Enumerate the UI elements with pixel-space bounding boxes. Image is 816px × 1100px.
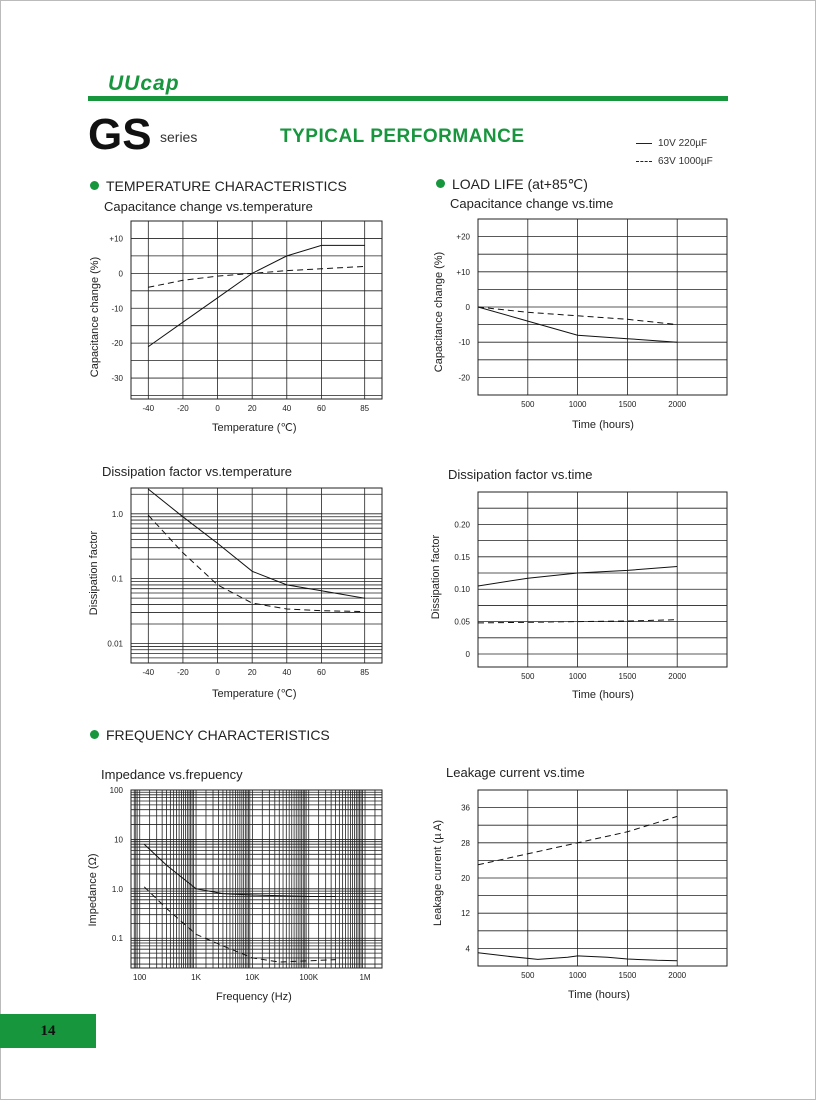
ytick-label-df-temp: 1.0 xyxy=(111,509,123,519)
series-solid-cap-temp xyxy=(148,245,364,346)
page-number: 14 xyxy=(40,1023,56,1039)
ylabel-leak-time: Leakage current (µ A) xyxy=(432,820,444,927)
section-load-life-label: LOAD LIFE (at+85℃) xyxy=(452,176,588,192)
page-title: TYPICAL PERFORMANCE xyxy=(280,126,525,147)
ytick-label-leak-time: 12 xyxy=(461,909,470,919)
xtick-label-df-temp: 20 xyxy=(247,668,257,677)
ytick-label-leak-time: 36 xyxy=(461,803,470,813)
ytick-label-df-time: 0.20 xyxy=(454,520,470,530)
ytick-label-cap-time: 0 xyxy=(465,303,470,312)
ytick-label-imp-freq: 1.0 xyxy=(111,884,123,894)
xtick-label-cap-temp: 20 xyxy=(247,404,257,413)
xtick-label-df-time: 1500 xyxy=(618,672,637,681)
xtick-label-cap-time: 500 xyxy=(521,400,535,409)
series-code: GS xyxy=(88,110,152,159)
ytick-label-df-time: 0 xyxy=(465,650,470,660)
ylabel-cap-temp: Capacitance change (%) xyxy=(89,256,101,378)
legend-label-dashed: 63V 1000µF xyxy=(658,156,713,167)
xtick-label-df-temp: 60 xyxy=(316,668,326,677)
chart-title-cap-time: Capacitance change vs.time xyxy=(450,196,614,211)
series-dashed-cap-temp xyxy=(148,266,364,287)
chart-title-df-temp: Dissipation factor vs.temperature xyxy=(102,464,293,479)
xtick-label-leak-time: 500 xyxy=(521,971,535,980)
xtick-label-cap-time: 2000 xyxy=(668,400,687,409)
xtick-label-cap-temp: -40 xyxy=(142,404,155,413)
ytick-label-imp-freq: 10 xyxy=(114,835,123,845)
xtick-label-leak-time: 1500 xyxy=(618,971,637,980)
xtick-label-imp-freq: 1K xyxy=(191,973,201,982)
chart-title-imp-freq: Impedance vs.frepuency xyxy=(101,767,243,782)
xtick-label-cap-temp: 0 xyxy=(215,404,220,413)
ytick-label-leak-time: 4 xyxy=(465,944,470,954)
series-label: series xyxy=(160,129,198,145)
ylabel-imp-freq: Impedance (Ω) xyxy=(87,853,99,927)
section-temperature-label: TEMPERATURE CHARACTERISTICS xyxy=(106,178,347,194)
xtick-label-cap-time: 1000 xyxy=(568,400,587,409)
section-frequency-label: FREQUENCY CHARACTERISTICS xyxy=(106,727,330,743)
xtick-label-df-temp: -20 xyxy=(177,668,189,677)
ytick-label-cap-time: +10 xyxy=(456,267,470,277)
xlabel-cap-time: Time (hours) xyxy=(572,419,634,431)
ytick-label-cap-time: -20 xyxy=(458,373,470,383)
ytick-label-imp-freq: 0.1 xyxy=(111,934,123,944)
ytick-label-cap-temp: +10 xyxy=(109,234,123,244)
xlabel-cap-temp: Temperature (℃) xyxy=(212,422,297,434)
xtick-label-df-temp: 85 xyxy=(360,668,370,677)
xtick-label-leak-time: 1000 xyxy=(568,971,587,980)
chart-title-df-time: Dissipation factor vs.time xyxy=(448,467,593,482)
xtick-label-df-temp: 0 xyxy=(215,668,220,677)
xtick-label-cap-temp: 40 xyxy=(282,404,292,413)
xlabel-leak-time: Time (hours) xyxy=(568,989,630,1001)
xtick-label-imp-freq: 100K xyxy=(299,973,319,982)
xtick-label-df-time: 1000 xyxy=(568,672,587,681)
xtick-label-imp-freq: 1M xyxy=(359,973,371,982)
xtick-label-imp-freq: 100 xyxy=(133,973,147,982)
plot-frame-df-time xyxy=(478,492,727,667)
xtick-label-cap-temp: 60 xyxy=(316,404,326,413)
plot-frame-df-temp xyxy=(131,488,382,663)
xtick-label-df-time: 2000 xyxy=(668,672,687,681)
ytick-label-cap-time: -10 xyxy=(458,338,470,348)
xlabel-df-temp: Temperature (℃) xyxy=(212,688,297,700)
ytick-label-df-temp: 0.01 xyxy=(107,639,123,649)
chart-title-leak-time: Leakage current vs.time xyxy=(446,765,585,780)
ytick-label-cap-time: +20 xyxy=(456,232,470,242)
xtick-label-cap-time: 1500 xyxy=(618,400,637,409)
series-dashed-df-temp xyxy=(148,515,364,611)
ytick-label-imp-freq: 100 xyxy=(109,786,123,795)
xtick-label-leak-time: 2000 xyxy=(668,971,687,980)
xtick-label-cap-temp: -20 xyxy=(177,404,189,413)
xtick-label-df-temp: 40 xyxy=(282,668,292,677)
plot-frame-cap-temp xyxy=(131,221,382,399)
ytick-label-cap-temp: 0 xyxy=(118,269,123,279)
ytick-label-leak-time: 28 xyxy=(461,838,470,848)
ytick-label-cap-temp: -30 xyxy=(111,374,123,384)
ytick-label-cap-temp: -10 xyxy=(111,304,123,314)
ylabel-cap-time: Capacitance change (%) xyxy=(433,251,445,373)
ylabel-df-time: Dissipation factor xyxy=(430,534,442,620)
ytick-label-df-time: 0.05 xyxy=(454,617,470,627)
chart-title-cap-temp: Capacitance change vs.temperature xyxy=(104,199,313,214)
ytick-label-df-time: 0.15 xyxy=(454,552,470,562)
xlabel-imp-freq: Frequency (Hz) xyxy=(216,991,292,1003)
ytick-label-df-temp: 0.1 xyxy=(111,574,123,584)
ylabel-df-temp: Dissipation factor xyxy=(88,530,100,616)
xtick-label-imp-freq: 10K xyxy=(245,973,260,982)
ytick-label-df-time: 0.10 xyxy=(454,585,470,595)
xtick-label-df-temp: -40 xyxy=(142,668,155,677)
xlabel-df-time: Time (hours) xyxy=(572,689,634,701)
plot-frame-imp-freq xyxy=(131,790,382,968)
legend-label-solid: 10V 220µF xyxy=(658,138,708,149)
xtick-label-cap-temp: 85 xyxy=(360,404,370,413)
ytick-label-cap-temp: -20 xyxy=(111,339,123,349)
ytick-label-leak-time: 20 xyxy=(461,874,470,883)
brand-logo: UUcap xyxy=(108,72,180,95)
xtick-label-df-time: 500 xyxy=(521,672,535,681)
